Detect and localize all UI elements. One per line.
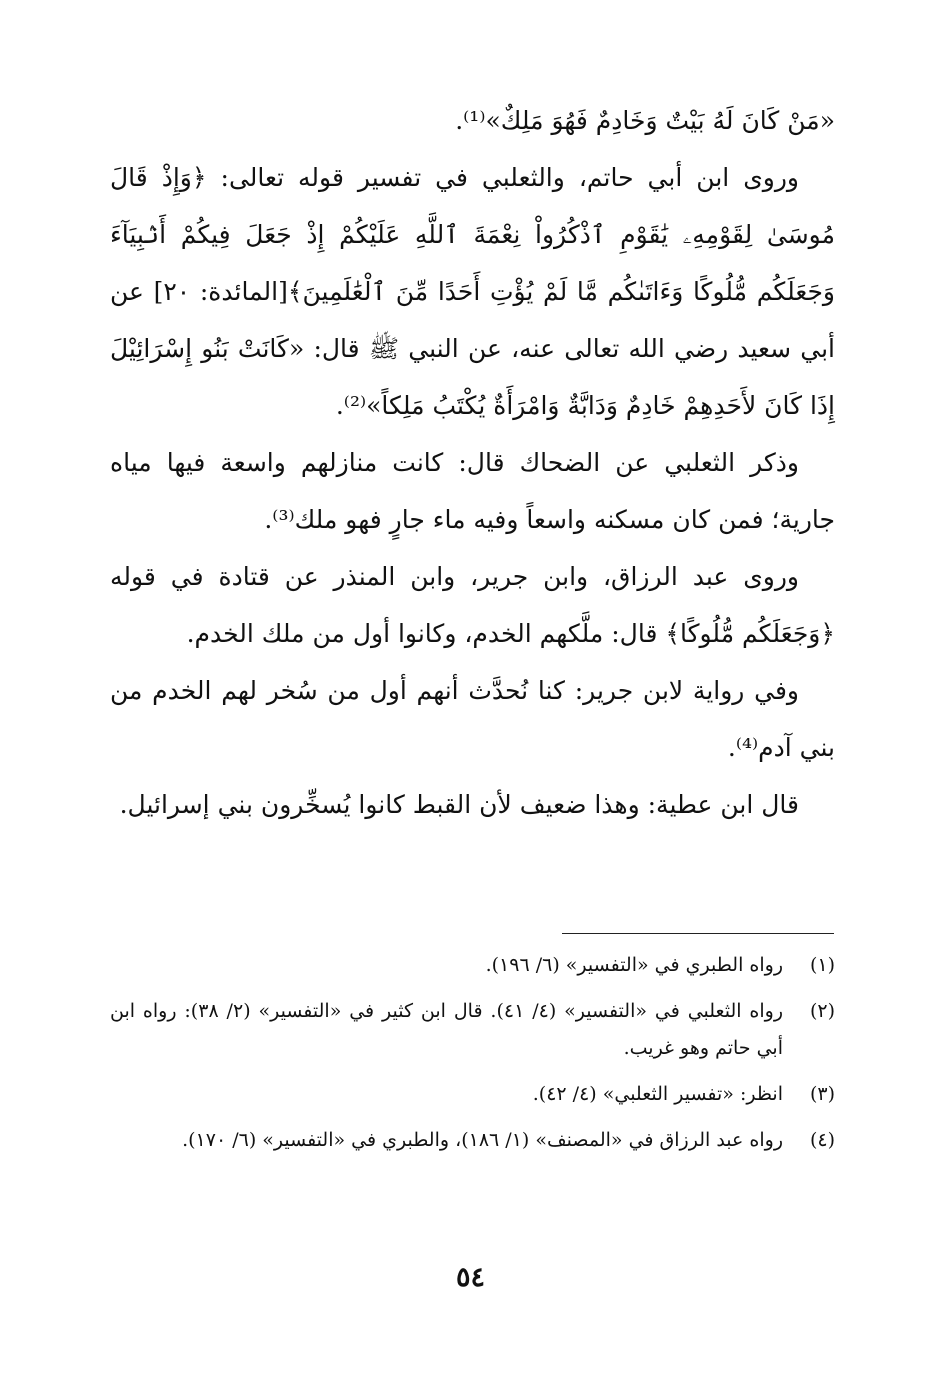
footnote-1 bbox=[110, 947, 835, 984]
footnote-divider bbox=[562, 933, 834, 934]
paragraph-ibn-abi-hatim: وروى ابن أبي حاتم، والثعلبي في تفسير قوله تعالى: ﴿وَإِذْ قَالَ مُوسَىٰ لِقَوْمِهِۦ يَٰقَوْمِ ٱذْكُرُواْ نِعْمَةَ ٱللَّهِ عَلَيْكُمْ إِذْ جَعَلَ فِيكُمْ أَنۢبِيَآءَ وَجَعَلَكُم مُّلُوكًا وَءَاتَىٰكُم مَّا لَمْ يُؤْتِ أَحَدًا مِّنَ ٱلْعَٰلَمِينَ﴾[المائدة: ٢٠] عن أبي سعيد رضي الله تعالى عنه، عن النبي ﷺ قال: «كَانَتْ بَنُو إِسْرَائِيْلَ إِذَا كَانَ لأَحَدِهِمْ خَادِمٌ وَدَابَّةٌ وَامْرَأَةٌ يُكْتَبُ مَلِكاً»⁽²⁾. bbox=[110, 163, 835, 420]
paragraph-dahhak: وذكر الثعلبي عن الضحاك قال: كانت منازلهم واسعة فيها مياه جارية؛ فمن كان مسكنه واسعاً وفيه ماء جارٍ فهو ملك⁽³⁾. bbox=[110, 448, 835, 534]
footnote-number: (٢) bbox=[809, 1000, 835, 1022]
footnote-number: (٣) bbox=[809, 1083, 835, 1105]
footnote-number: (١) bbox=[809, 954, 835, 976]
footnote-text: رواه الطبري في «التفسير» (٦/ ١٩٦). bbox=[485, 954, 783, 976]
main-text bbox=[110, 92, 835, 833]
footnote-text: رواه الثعلبي في «التفسير» (٤/ ٤١). قال ابن كثير في «التفسير» (٢/ ٣٨): رواه ابن أبي حاتم وهو غريب. bbox=[110, 1000, 784, 1059]
page-number: ٥٤ bbox=[455, 1262, 485, 1293]
footnote-2 bbox=[110, 993, 835, 1067]
footnote-text: انظر: «تفسير الثعلبي» (٤/ ٤٢). bbox=[532, 1083, 783, 1105]
paragraph-ibn-atiyya: قال ابن عطية: وهذا ضعيف لأن القبط كانوا يُسخِّرون بني إسرائيل. bbox=[119, 790, 799, 819]
paragraph-ibn-jarir: وفي رواية لابن جرير: كنا نُحدَّث أنهم أول من سُخر لهم الخدم من بني آدم⁽⁴⁾. bbox=[110, 676, 835, 762]
footnote-3 bbox=[110, 1076, 835, 1113]
footnotes bbox=[110, 947, 835, 1168]
footnote-4 bbox=[110, 1122, 835, 1159]
footnote-text: رواه عبد الرزاق في «المصنف» (١/ ١٨٦)، والطبري في «التفسير» (٦/ ١٧٠). bbox=[182, 1129, 783, 1151]
paragraph-abd-al-razzaq: وروى عبد الرزاق، وابن جرير، وابن المنذر عن قتادة في قوله ﴿وَجَعَلَكُم مُّلُوكًا﴾ قال: ملَّكهم الخدم، وكانوا أول من ملك الخدم. bbox=[110, 562, 835, 648]
footnote-number: (٤) bbox=[809, 1129, 835, 1151]
paragraph-hadith-opening: «مَنْ كَانَ لَهُ بَيْتٌ وَخَادِمٌ فَهُوَ مَلِكٌ»⁽¹⁾. bbox=[455, 106, 835, 135]
